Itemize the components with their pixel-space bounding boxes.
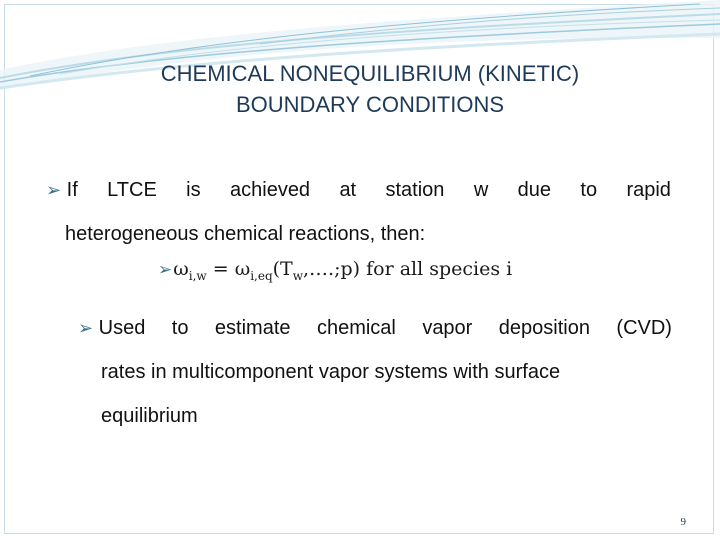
eq-rhs-symbol: ω [234,258,251,280]
slide-title [60,58,680,120]
eq-args-rest: ,….;p) [303,258,361,280]
title-line-1: CHEMICAL NONEQUILIBRIUM (KINETIC) [160,61,580,86]
equation [158,258,512,283]
bullet-1-line-2: heterogeneous chemical reactions, then: [65,223,426,245]
eq-args-open: (T [272,258,293,280]
eq-suffix: for all species i [360,258,513,280]
bullet-1-word: If [66,179,78,201]
bullet-2-word: chemical [316,317,396,339]
bullet-2-line-2: rates in multicomponent vapor systems with surface [101,361,561,383]
bullet-2-word: Used [98,317,146,339]
bullet-1-word: station [385,179,445,201]
bullet-1-word: to [580,179,598,201]
page-number: 9 [680,516,686,528]
bullet-1 [46,168,671,256]
bullet-2-line-3: equilibrium [101,405,198,427]
bullet-1-word: at [339,179,357,201]
arrow-bullet-icon: ➢ [78,318,94,338]
bullet-2-word: (CVD) [616,317,672,339]
bullet-2-first-word [78,306,145,350]
bullet-1-word: LTCE [107,179,157,201]
bullet-2-word: to [171,317,189,339]
bullet-1-word: due [517,179,552,201]
bullet-1-word: is [186,179,201,201]
arrow-bullet-icon: ➢ [46,180,62,200]
eq-rhs-subscript: i,eq [250,268,273,283]
bullet-1-first-word [46,168,78,212]
bullet-2 [78,306,672,438]
bullet-1-word: w [473,179,489,201]
eq-lhs-subscript: i,w [188,268,207,283]
bullet-1-word: achieved [230,179,311,201]
bullet-2-word: estimate [214,317,291,339]
bullet-2-word: vapor [422,317,473,339]
bullet-2-word: deposition [498,317,590,339]
eq-args-subscript: w [292,268,303,283]
bullet-1-line-1 [46,168,671,212]
eq-lhs-symbol: ω [173,258,189,280]
arrow-bullet-icon: ➢ [158,260,173,280]
eq-equals: = [206,258,235,280]
bullet-2-line-1 [78,306,672,350]
title-line-2: BOUNDARY CONDITIONS [235,92,505,117]
bullet-1-word: rapid [626,179,671,201]
